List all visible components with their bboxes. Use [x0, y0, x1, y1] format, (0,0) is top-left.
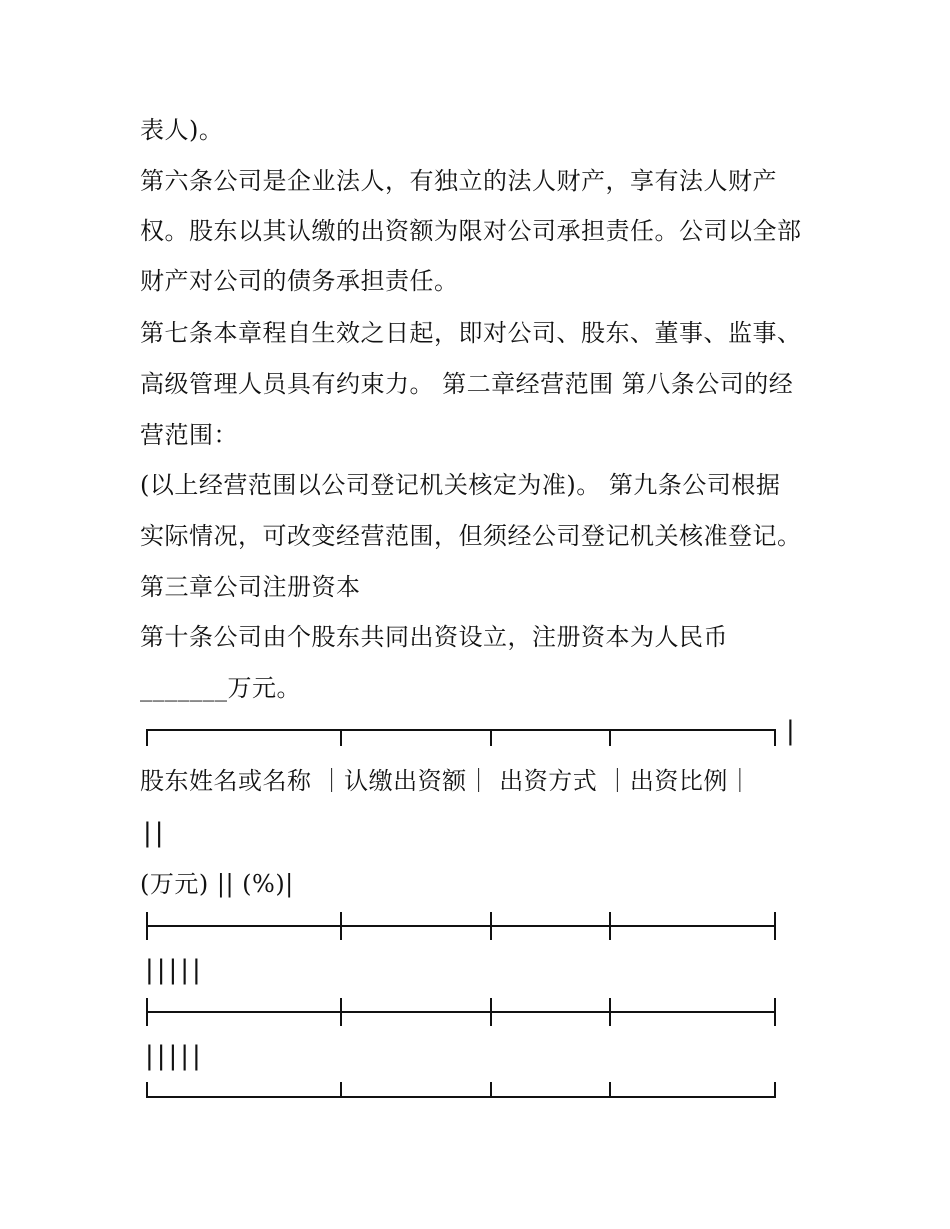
paragraph-line-3: 权。股东以其认缴的出资额为限对公司承担责任。公司以全部	[140, 217, 802, 245]
table-row-1-bars: |||||	[145, 955, 204, 985]
paragraph-line-6: 高级管理人员具有约束力。 第二章经营范围 第八条公司的经	[140, 370, 794, 398]
paragraph-line-2: 第六条公司是企业法人，有独立的法人财产，享有法人财产	[140, 167, 777, 195]
paragraph-line-12: _______万元。	[140, 674, 301, 702]
paragraph-line-9: 实际情况，可改变经营范围，但须经公司登记机关核准登记。	[140, 522, 802, 550]
paragraph-line-1: 表人)。	[140, 116, 224, 144]
paragraph-line-4: 财产对公司的债务承担责任。	[140, 267, 459, 295]
paragraph-line-8: (以上经营范围以公司登记机关核定为准)。 第九条公司根据	[140, 471, 781, 499]
table-top-right-bar: |	[786, 716, 796, 746]
paragraph-line-7: 营范围：	[140, 421, 238, 449]
table-row-2-bars: |||||	[145, 1041, 204, 1071]
paragraph-line-5: 第七条本章程自生效之日起，即对公司、股东、董事、监事、	[140, 319, 802, 347]
chapter-heading: 第三章公司注册资本	[140, 573, 361, 601]
paragraph-line-11: 第十条公司由个股东共同出资设立，注册资本为人民币	[140, 623, 728, 651]
table-header-row: 股东姓名或名称 ｜认缴出资额｜ 出资方式 ｜出资比例｜	[140, 767, 753, 795]
table-sub-bars: ||	[143, 818, 167, 848]
table-units-row: (万元) || (%)|	[140, 870, 294, 898]
